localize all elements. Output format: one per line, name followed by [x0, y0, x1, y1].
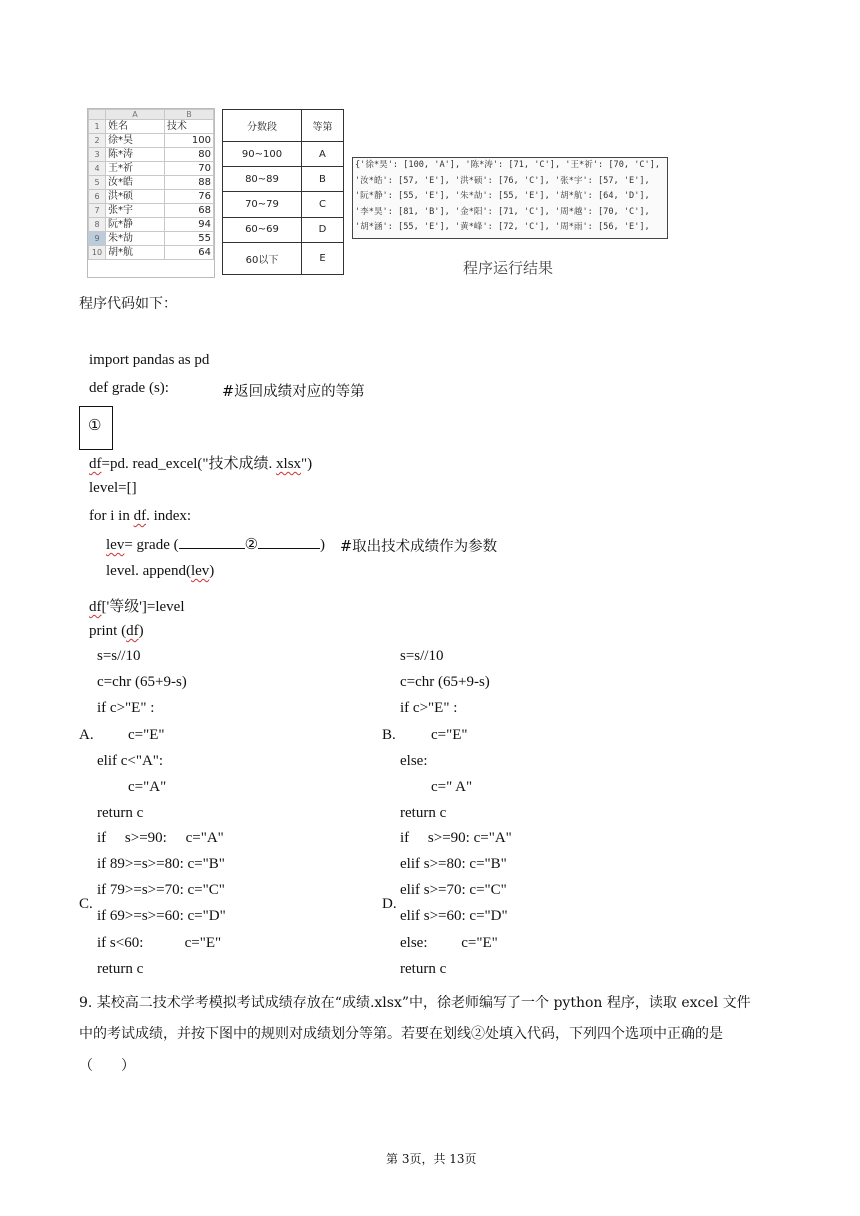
grade-header-range: 分数段	[223, 110, 302, 142]
option-b-line: s=s//10	[400, 648, 444, 664]
sheet-row: 7 张*宇 68	[89, 204, 214, 218]
option-b-line: c=" A"	[431, 779, 473, 795]
corner-cell	[89, 110, 106, 120]
grade-table-image	[222, 109, 344, 275]
code-line-for: for i in df. index:	[89, 508, 192, 524]
grade-header-level: 等第	[301, 110, 343, 142]
sheet-row: 6 洪*硕 76	[89, 190, 214, 204]
result-line: '李*昊': [81, 'B'], '金*阳': [71, 'C'], '周*越': [70, 'C'],	[355, 206, 650, 217]
result-line: '胡*涵': [55, 'E'], '黄*峰': [72, 'C'], '周*雨': [56, 'E'],	[355, 222, 650, 232]
option-d-label: D.	[382, 896, 397, 912]
code-line-append: level. append(lev)	[106, 563, 215, 579]
option-a-line: c="E"	[128, 727, 165, 743]
code-line-def: def grade (s):	[89, 380, 169, 396]
option-d-line: elif s>=80: c="B"	[400, 856, 507, 872]
option-a-line: if c>"E" :	[97, 700, 155, 716]
sheet-row: 4 王*祈 70	[89, 162, 214, 176]
page-footer: 第 3页，共 13页	[386, 1152, 477, 1166]
grade-row: 60以下 E	[223, 242, 344, 274]
result-line: '阮*静': [55, 'E'], '朱*劼': [55, 'E'], '胡*航': [64, 'D'],	[355, 191, 650, 201]
run-result-image	[352, 157, 668, 239]
sheet-row: 5 汝*皓 88	[89, 176, 214, 190]
code-line-level-init: level=[]	[89, 480, 137, 496]
result-caption: 程序运行结果	[463, 259, 554, 277]
col-header-a: A	[106, 110, 165, 120]
sheet-row: 8 阮*静 94	[89, 218, 214, 232]
option-d-line: elif s>=70: c="C"	[400, 882, 507, 898]
option-b-line: if c>"E" :	[400, 700, 458, 716]
grade-row: 80~89 B	[223, 167, 344, 192]
option-a-line: return c	[97, 805, 144, 821]
blank-box-1	[79, 406, 113, 450]
sheet-row: 2 徐*昊 100	[89, 134, 214, 148]
code-line-lev-grade: lev= grade ( ② )	[106, 537, 326, 553]
code-line-df-assign: df['等级']=level	[89, 599, 185, 615]
option-d-line: if s>=90: c="A"	[400, 830, 512, 846]
option-c-line: if 69>=s>=60: c="D"	[97, 908, 226, 924]
spreadsheet-image	[87, 108, 215, 278]
option-b-line: return c	[400, 805, 447, 821]
question-line-2: 中的考试成绩，并按下图中的规则对成绩划分等第。若要在划线②处填入代码，下列四个选项中正确的是	[79, 1026, 723, 1042]
code-line-import: import pandas as pd	[89, 352, 210, 368]
sheet-row: 1 姓名 技术	[89, 120, 214, 134]
option-b-line: c="E"	[431, 727, 468, 743]
option-a-line: elif c<"A":	[97, 753, 164, 769]
option-a-line: c="A"	[128, 779, 167, 795]
option-c-line: if s>=90: c="A"	[97, 830, 224, 846]
code-line-read-excel: df=pd. read_excel("技术成绩. xlsx")	[89, 456, 313, 472]
question-line-3: （ ）	[79, 1058, 135, 1074]
code-comment-param: #取出技术成绩作为参数	[340, 539, 498, 555]
option-c-line: if s<60: c="E"	[97, 935, 222, 951]
grade-row: 60~69 D	[223, 217, 344, 242]
blank-marker-1: ①	[88, 418, 102, 434]
code-comment-grade: #返回成绩对应的等第	[222, 384, 365, 400]
option-c-line: if 89>=s>=80: c="B"	[97, 856, 225, 872]
result-line: {'徐*昊': [100, 'A'], '陈*涛': [71, 'C'], '王*祈': [70, 'C'],	[355, 160, 661, 170]
option-d-line: elif s>=60: c="D"	[400, 908, 508, 924]
option-d-line: return c	[400, 961, 447, 977]
option-a-label: A.	[79, 727, 94, 743]
sheet-row: 9 朱*劼 55	[89, 232, 214, 246]
sheet-row: 10 胡*航 64	[89, 246, 214, 260]
blank-marker-2: ②	[244, 537, 259, 553]
option-b-label: B.	[382, 727, 396, 743]
option-b-line: c=chr (65+9-s)	[400, 674, 490, 690]
intro-text: 程序代码如下：	[79, 296, 177, 312]
grade-row: 70~79 C	[223, 192, 344, 217]
grade-row: 90~100 A	[223, 142, 344, 167]
option-a-line: s=s//10	[97, 648, 141, 664]
option-c-line: return c	[97, 961, 144, 977]
option-c-line: if 79>=s>=70: c="C"	[97, 882, 225, 898]
option-c-label: C.	[79, 896, 93, 912]
result-line: '汝*皓': [57, 'E'], '洪*硕': [76, 'C'], '张*宇': [57, 'E'],	[355, 175, 650, 186]
code-line-print: print (df)	[89, 623, 144, 639]
option-a-line: c=chr (65+9-s)	[97, 674, 187, 690]
question-line-1: 9. 某校高二技术学考模拟考试成绩存放在“成绩.xlsx”中，徐老师编写了一个 python 程序，读取 excel 文件	[79, 995, 751, 1011]
option-b-line: else:	[400, 753, 428, 769]
col-header-b: B	[164, 110, 213, 120]
sheet-row: 3 陈*涛 80	[89, 148, 214, 162]
option-d-line: else: c="E"	[400, 935, 498, 951]
